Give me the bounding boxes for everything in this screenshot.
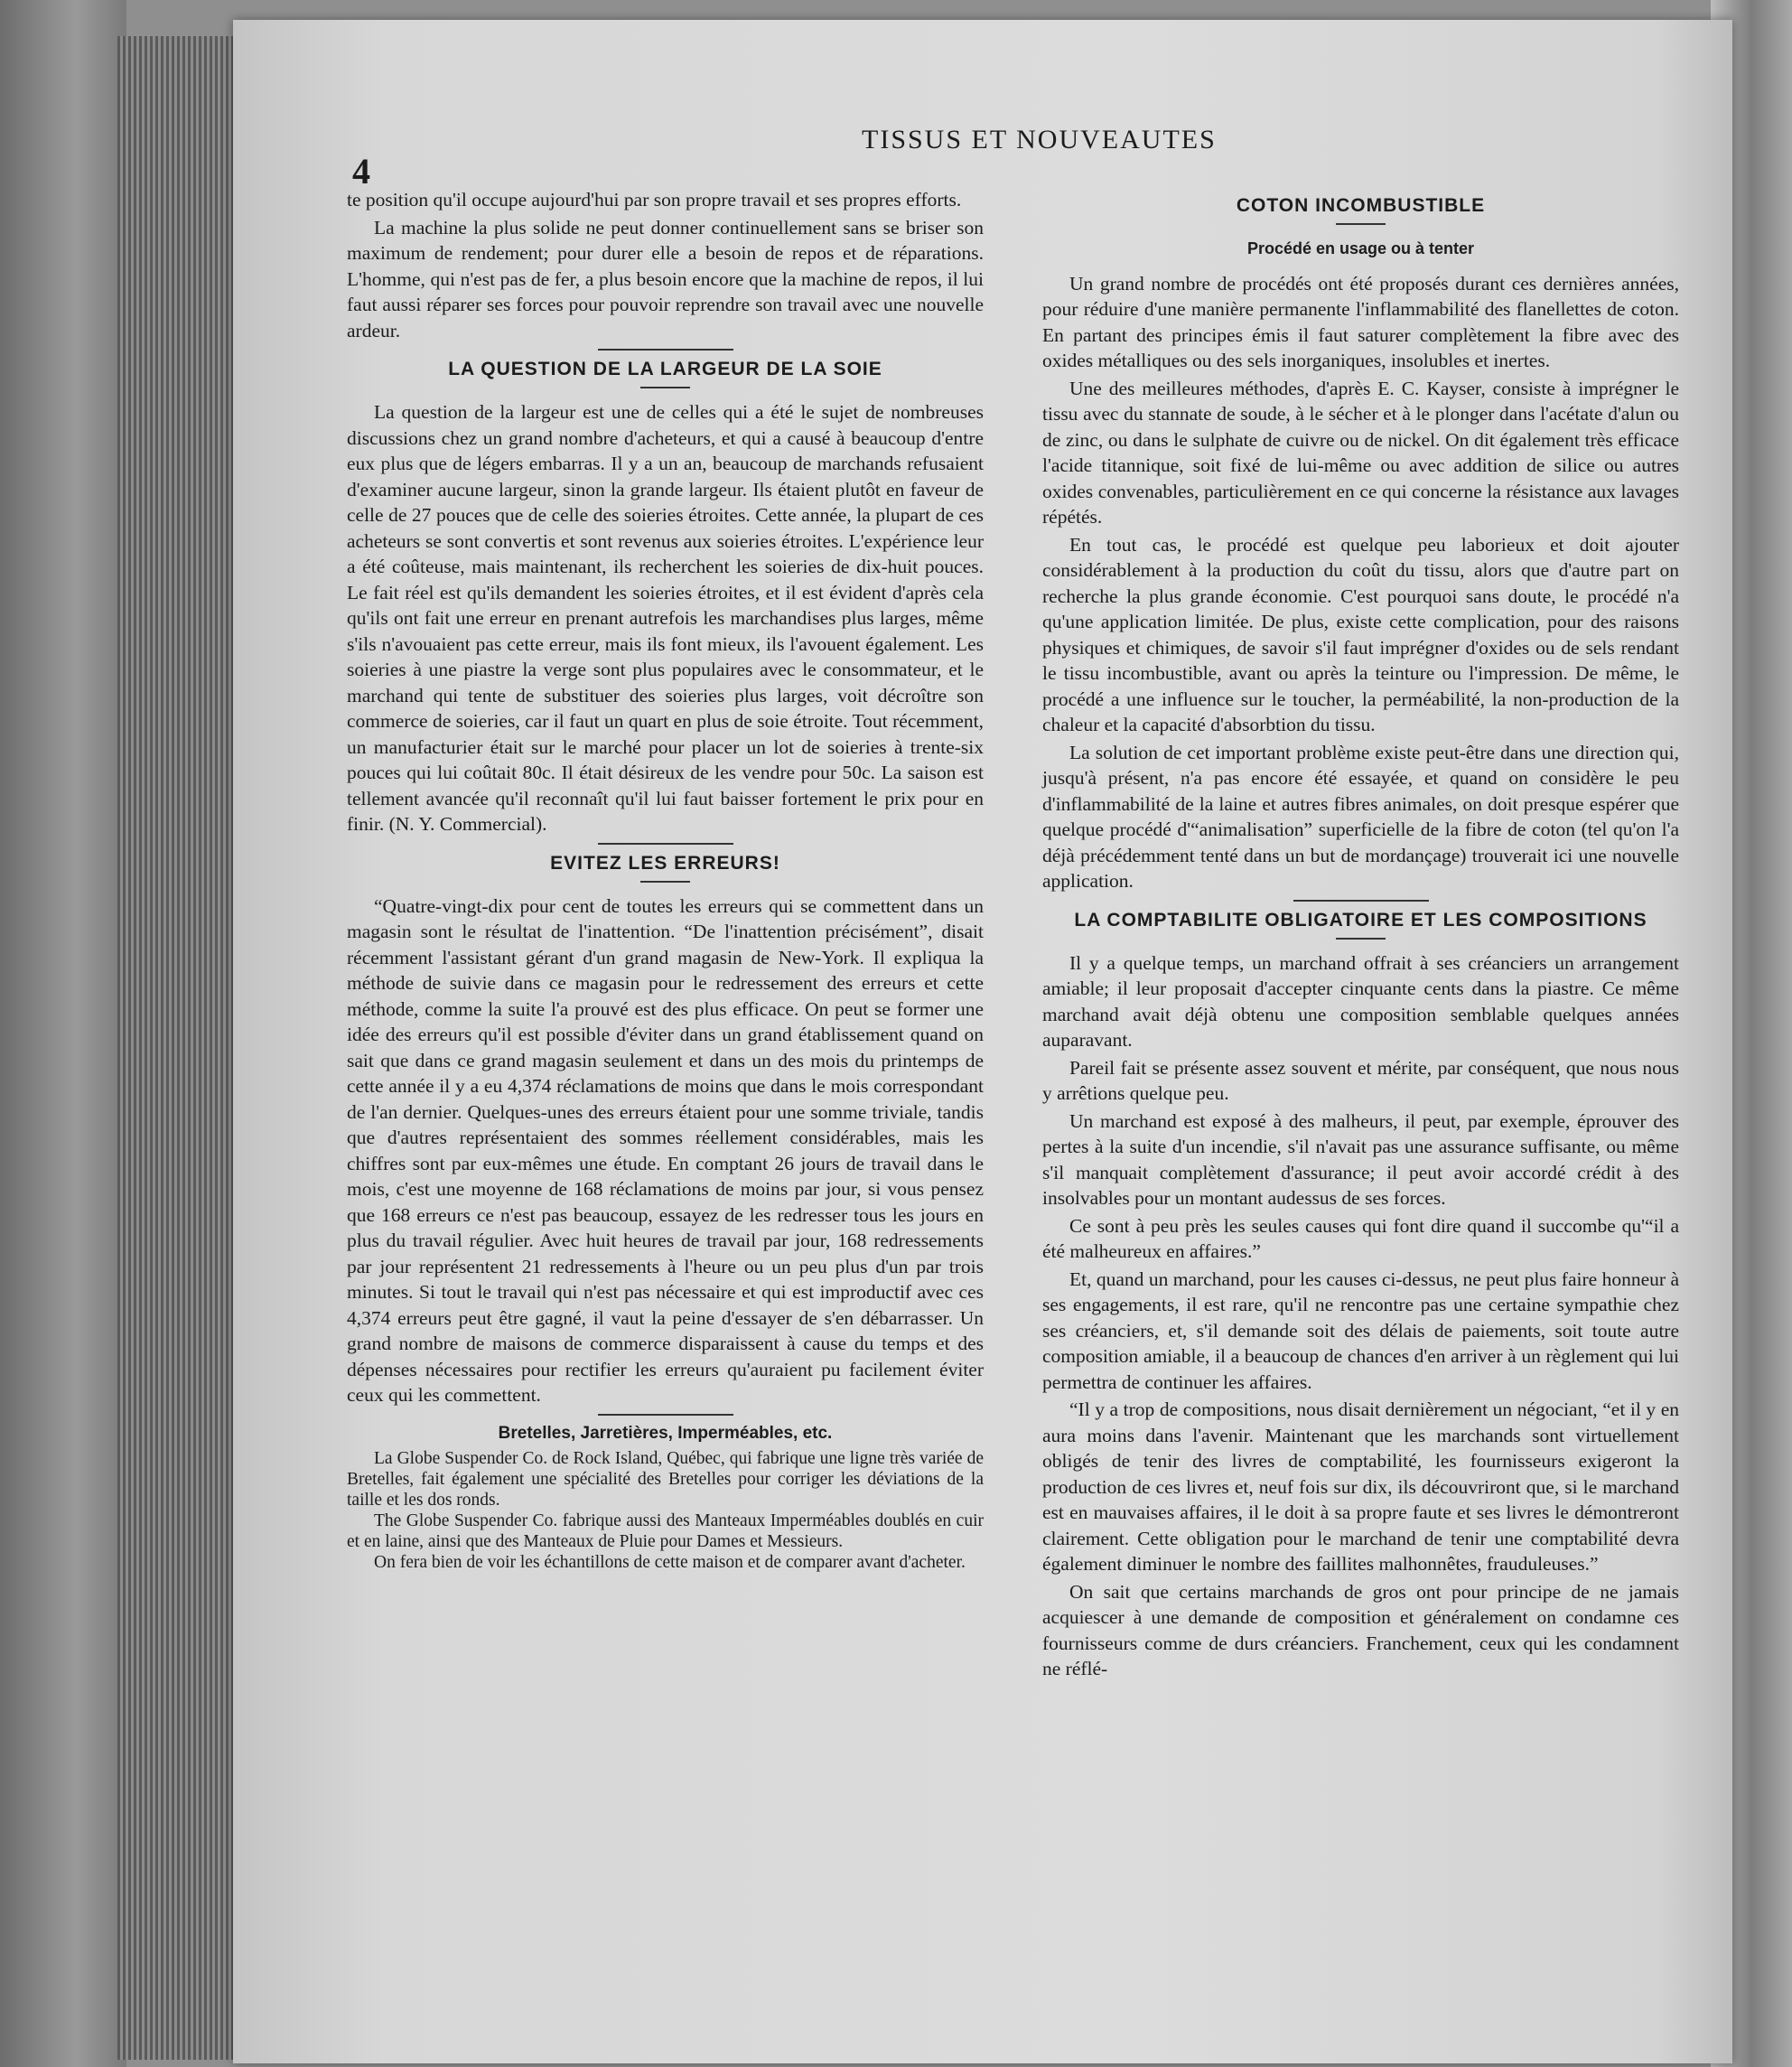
notice-paragraph: La Globe Suspender Co. de Rock Island, Québec, qui fabrique une ligne très variée de Bretelles, fait également une spécialité des Bretelles pour corriger les déviations de la taille et les dos ronds. [347, 1449, 984, 1510]
article-paragraph: Et, quand un marchand, pour les causes ci-dessus, ne peut plus faire honneur à ses engagements, il est rare, qu'il ne rencontre pas une certaine sympathie chez ses créanciers, et, s'il demande soit des délais de paiements, soit toute autre composition amiable, il a beaucoup de chances d'en arriver à un règlement qui lui permettra de continuer les affaires. [1042, 1267, 1679, 1393]
article-title-silk-width: LA QUESTION DE LA LARGEUR DE LA SOIE [448, 359, 882, 379]
section-rule [598, 349, 733, 351]
running-head: TISSUS ET NOUVEAUTES [862, 125, 1217, 154]
article-paragraph: Pareil fait se présente assez souvent et mérite, par conséquent, que nous nous y arrêtions quelque peu. [1042, 1056, 1679, 1104]
scan-background [0, 0, 126, 2067]
right-column [1042, 187, 1679, 1684]
article-paragraph: En tout cas, le procédé est quelque peu laborieux et doit ajouter considérablement à la production du coût du tissu, alors que d'autre part on recherche la plus grande économie. C'est pourquoi sans doute, le procédé n'a qu'une application limitée. De plus, existe cette complication, pour des raisons physiques et chimiques, de savoir s'il faut imprégner d'oxides ou de sels rendant le tissu incombustible, avant ou après la teinture ou l'impression. De même, le procédé a une influence sur le toucher, la perméabilité, la non-production de la chaleur et la capacité d'absorbtion du tissu. [1042, 533, 1679, 735]
intro-paragraph: te position qu'il occupe aujourd'hui par son propre travail et ses propres efforts. [347, 189, 962, 210]
page-number: 4 [352, 151, 370, 192]
page-content [320, 92, 1684, 2034]
article-title-errors: EVITEZ LES ERREURS! [550, 852, 780, 874]
article-paragraph: Il y a quelque temps, un marchand offrait à ses créanciers un arrangement amiable; il leur proposait d'accepter cinquante cents dans la piastre. Ce même marchand avait déjà obtenu une composition semblable quelques années auparavant. [1042, 951, 1679, 1051]
article-paragraph: Un grand nombre de procédés ont été proposés durant ces dernières années, pour réduire d'une manière permanente l'inflammabilité des flanellettes de coton. En partant des principes émis il faut saturer complètement la fibre avec des oxides métalliques ou des sels inorganiques, insolubles et inertes. [1042, 272, 1679, 371]
section-rule [1293, 900, 1429, 902]
section-rule [598, 843, 733, 845]
notice-paragraph: The Globe Suspender Co. fabrique aussi des Manteaux Imperméables doublés en cuir et en laine, ainsi que des Manteaux de Pluie pour Dames et Messieurs. [347, 1511, 984, 1551]
title-rule [640, 881, 690, 883]
article-paragraph: On sait que certains marchands de gros ont pour principe de ne jamais acquiescer à une demande de composition et généralement on condamne ces fournisseurs comme de durs créanciers. Franchement, ceux qui les condamnent ne réflé- [1042, 1580, 1679, 1679]
article-paragraph: “Il y a trop de compositions, nous disait dernièrement un négociant, “et il y en aura moins dans l'avenir. Maintenant que les marchands sont virtuellement obligés de tenir des livres de comptabilité, les fournisseurs exigeront la production de ces livres et, neuf fois sur dix, ils découvriront que, si le marchand est en mauvaises affaires, il le doit à sa propre faute et ses livres le démontreront clairement. Cette obligation pour le marchand de tenir une comptabilité devra également diminuer le nombre des faillites malhonnêtes, frauduleuses.” [1042, 1398, 1679, 1575]
intro-paragraph: La machine la plus solide ne peut donner continuellement sans se briser son maximum de rendement; pour durer elle a besoin de repos et de réparations. L'homme, qui n'est pas de fer, a plus besoin encore que la machine de repos, il lui faut aussi réparer ses forces pour pouvoir reprendre son travail avec une nouvelle ardeur. [347, 216, 984, 341]
title-rule [640, 387, 690, 388]
article-paragraph: Un marchand est exposé à des malheurs, il peut, par exemple, éprouver des pertes à la suite d'un incendie, s'il n'avait pas une assurance suffisante, ou même s'il manquait complètement d'assurance; il peut avoir accordé crédit à des insolvables pour un montant audessus de ses forces. [1042, 1109, 1679, 1209]
advertising-notice [347, 1421, 984, 1574]
article-body: La question de la largeur est une de celles qui a été le sujet de nombreuses discussions chez un grand nombre d'acheteurs, et qui a causé à beaucoup d'entre eux plus que de légers embarras. Il y a un an, beaucoup de marchands refusaient d'examiner aucune largeur, sinon la grande largeur. Ils étaient plutôt en faveur de celle de 27 pouces que de celle des soieries étroites. Cette année, la plupart de ces acheteurs se sont convertis et sont revenus aux soieries étroites. L'expérience leur a été coûteuse, mais maintenant, ils recherchent les soieries de dix-huit pouces. Le fait réel est qu'ils demandent les soieries étroites, et il est évident d'après cela qu'ils ont fait une erreur en prenant autrefois les marchandises plus larges, même s'ils n'avouaient pas cette erreur, mais ils font mieux, ils l'avouent également. Les soieries à une piastre la verge sont plus populaires avec le consommateur, et le marchand qui tente de substituer des soieries plus larges, voit décroître son commerce de soieries, car il faut un quart en plus de soie étroite. Tout récemment, un manufacturier était sur le marché pour placer un lot de soieries à trente-six pouces qui lui coûtait 80c. Il était désireux de les vendre pour 50c. La saison est tellement avancée qu'il reconnaît qu'il lui faut baisser fortement le prix pour en finir. (N. Y. Commercial). [347, 401, 984, 835]
magazine-page [233, 20, 1732, 2063]
title-rule [1336, 223, 1386, 225]
article-paragraph: La solution de cet important problème existe peut-être dans une direction qui, jusqu'à présent, n'a pas encore été essayée, et quand on considère le peu d'inflammabilité de la laine et autres fibres animales, on doit presque espérer que quelque procédé d'“animalisation” superficielle de la fibre de coton (tel qu'on l'a déjà précédemment tenté dans un but de mordançage) trouverait ici une nouvelle application. [1042, 741, 1679, 892]
article-paragraph: Ce sont à peu près les seules causes qui font dire quand il succombe qu'“il a été malheureux en affaires.” [1042, 1214, 1679, 1262]
article-title-cotton: COTON INCOMBUSTIBLE [1236, 195, 1486, 216]
title-rule [1336, 938, 1386, 940]
article-subtitle: Procédé en usage ou à tenter [1246, 239, 1475, 257]
section-rule [598, 1414, 733, 1416]
article-title-accounting: LA COMPTABILITE OBLIGATOIRE ET LES COMPOSITIONS [1074, 909, 1647, 931]
left-column [347, 187, 984, 1573]
notice-title: Bretelles, Jarretières, Imperméables, etc. [498, 1423, 833, 1443]
notice-paragraph: On fera bien de voir les échantillons de cette maison et de comparer avant d'acheter. [374, 1553, 966, 1572]
article-body: “Quatre-vingt-dix pour cent de toutes les erreurs qui se commettent dans un magasin sont le résultat de l'inattention. “De l'inattention précisément”, disait récemment l'assistant gérant d'un grand magasin de New-York. Il expliqua la méthode de suivie dans ce magasin pour le redressement des erreurs et cette méthode, comme la suite l'a prouvé est des plus efficace. On peut se former une idée des erreurs qu'il est possible d'éviter dans un grand établissement quand on sait que dans ce grand magasin seulement et dans un des mois du printemps de cette année il y a eu 4,374 réclamations de moins que dans le mois correspondant de l'an dernier. Quelques-unes des erreurs étaient pour une somme triviale, tandis que d'autres représentaient des sommes réellement considérables, mais les chiffres sont par eux-mêmes une étude. En comptant 26 jours de travail dans le mois, c'est une moyenne de 168 réclamations de moins par jour, si vous pensez que 168 erreurs ce n'est pas beaucoup, essayez de les redresser tous les jours en plus du travail régulier. Avec huit heures de travail par jour, 168 redressements par jour représentent 21 redressements à l'heure ou un peu plus d'un par trois minutes. Si tout le travail qui n'est pas nécessaire et qui est improductif avec ces 4,374 erreurs peut être gagné, il vaut la peine d'essayer de s'en débarrasser. Un grand nombre de maisons de commerce disparaissent à cause du temps et des dépenses nécessaires pour rectifier les erreurs qu'auraient pu facilement éviter ceux qui les commettent. [347, 894, 984, 1406]
article-paragraph: Une des meilleures méthodes, d'après E. C. Kayser, consiste à imprégner le tissu avec du stannate de soude, à le sécher et à le plonger dans l'acétate d'alun ou de zinc, ou dans le sulphate de cuivre ou de nickel. On dit également très efficace l'acide titannique, soit fixé de lui-même ou avec addition de silice ou autres oxides convenables, particulièrement en ce qui concerne la résistance aux lavages répétés. [1042, 377, 1679, 528]
